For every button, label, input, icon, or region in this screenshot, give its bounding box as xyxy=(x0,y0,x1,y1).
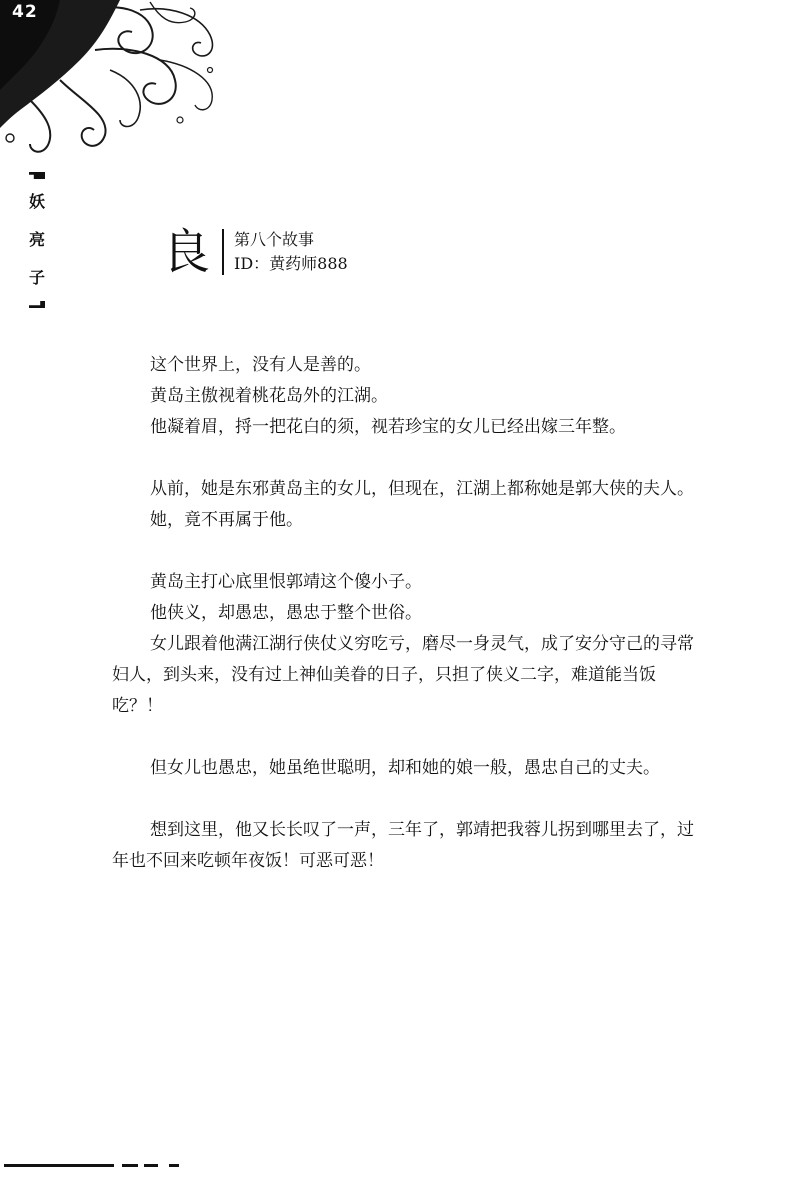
paragraph: 他凝着眉，捋一把花白的须，视若珍宝的女儿已经出嫁三年整。 xyxy=(150,417,626,437)
side-title-char: 亮 xyxy=(28,230,45,249)
side-title-char: 子 xyxy=(28,268,45,287)
paragraph: 想到这里，他又长长叹了一声，三年了，郭靖把我蓉儿拐到哪里去了，过年也不回来吃顿年夜饭！可恶可恶！ xyxy=(112,820,694,871)
story-meta xyxy=(234,228,348,276)
story-header xyxy=(162,222,348,282)
paragraph-gap xyxy=(112,536,704,567)
paragraph-gap xyxy=(112,722,704,753)
bracket-bottom-icon xyxy=(29,301,45,308)
paragraph: 女儿跟着他满江湖行侠仗义穷吃亏，磨尽一身灵气，成了安分守己的寻常妇人，到头来，没有过上神仙美眷的日子，只担了侠义二字，难道能当饭吃？！ xyxy=(112,634,694,716)
paragraph: 从前，她是东邪黄岛主的女儿，但现在，江湖上都称她是郭大侠的夫人。 xyxy=(150,479,694,499)
paragraph: 这个世界上，没有人是善的。 xyxy=(150,355,371,375)
story-subtitle: 第八个故事 xyxy=(234,230,315,249)
footer-rule xyxy=(4,1164,184,1167)
paragraph: 她，竟不再属于他。 xyxy=(150,510,303,530)
story-title-char: 良 xyxy=(162,224,211,280)
bracket-top-icon xyxy=(29,172,45,179)
side-title xyxy=(22,168,52,312)
paragraph: 但女儿也愚忠，她虽绝世聪明，却和她的娘一般，愚忠自己的丈夫。 xyxy=(150,758,660,778)
paragraph: 黄岛主打心底里恨郭靖这个傻小子。 xyxy=(150,572,422,592)
paragraph: 他侠义，却愚忠，愚忠于整个世俗。 xyxy=(150,603,422,623)
paragraph-gap xyxy=(112,784,704,815)
side-title-char: 妖 xyxy=(28,192,45,211)
title-divider xyxy=(222,229,224,275)
paragraph: 黄岛主傲视着桃花岛外的江湖。 xyxy=(150,386,388,406)
page-number: 42 xyxy=(12,2,38,22)
paragraph-gap xyxy=(112,443,704,474)
story-body xyxy=(112,350,704,877)
swirl-ornament-icon xyxy=(0,0,240,160)
story-author-id: ID：黄药师888 xyxy=(234,254,348,273)
